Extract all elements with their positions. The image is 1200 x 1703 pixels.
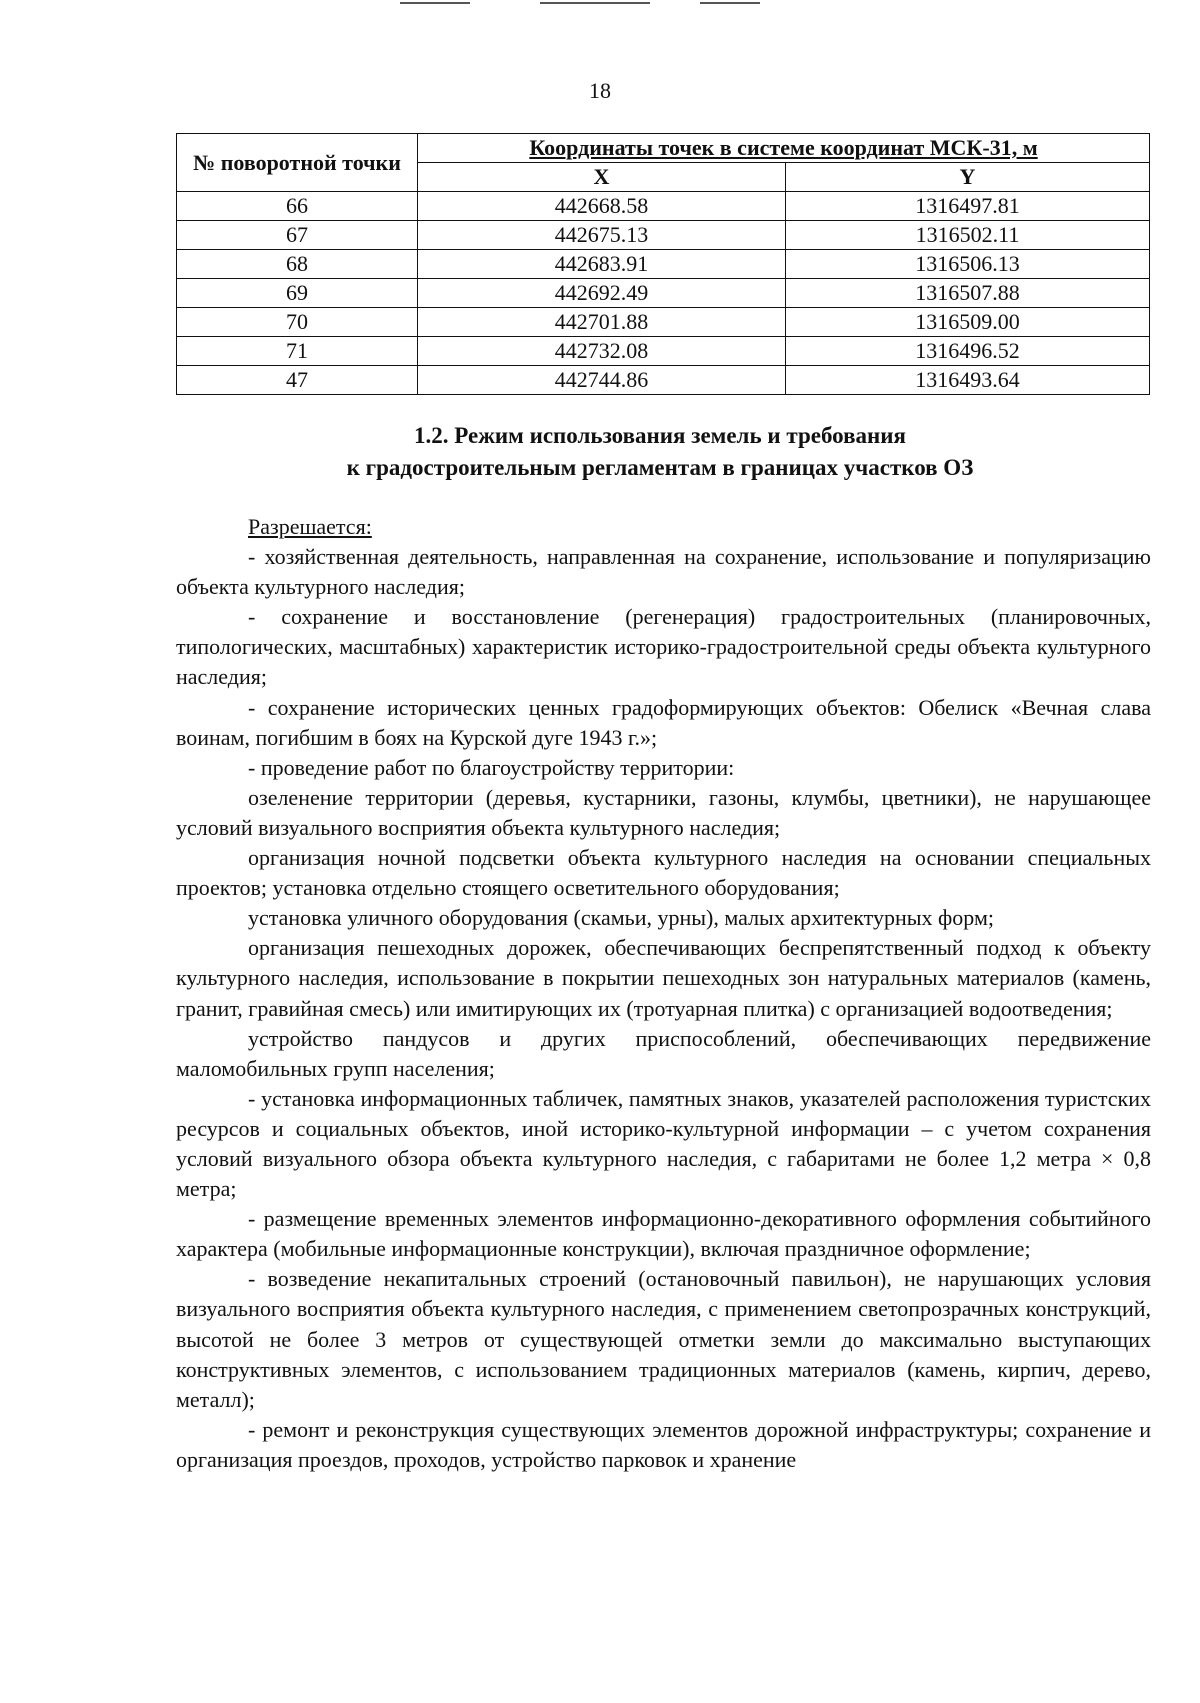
cell-x: 442668.58 — [418, 192, 786, 221]
header-point-number: № поворотной точки — [177, 134, 418, 192]
table-row — [177, 250, 1150, 279]
cell-y: 1316506.13 — [786, 250, 1150, 279]
table-row — [177, 308, 1150, 337]
header-coordinates: Координаты точек в системе координат МСК-31, м — [418, 134, 1150, 163]
header-y: Y — [786, 163, 1150, 192]
paragraph: организация пешеходных дорожек, обеспечивающих беспрепятственный подход к объекту культурного наследия, использование в покрытии пешеходных зон натуральных материалов (камень, гранит, гравийная смесь) или имитирующих их (тротуарная плитка) с организацией водоотведения; — [176, 935, 1151, 1021]
allowed-label: Разрешается: — [248, 514, 372, 539]
paragraph: - размещение временных элементов информационно-декоративного оформления событийного характера (мобильные информационные конструкции), включая праздничное оформление; — [176, 1206, 1151, 1262]
coordinates-table — [176, 133, 1150, 395]
table-row — [177, 221, 1150, 250]
paragraph: организация ночной подсветки объекта культурного наследия на основании специальных проектов; установка отдельно стоящего осветительного оборудования; — [176, 845, 1151, 901]
body-text — [176, 512, 1151, 1475]
paragraph: - хозяйственная деятельность, направленная на сохранение, использование и популяризацию объекта культурного наследия; — [176, 544, 1151, 600]
cell-num: 70 — [177, 308, 418, 337]
table-row — [177, 192, 1150, 221]
cell-num: 69 — [177, 279, 418, 308]
paragraph: установка уличного оборудования (скамьи, урны), малых архитектурных форм; — [248, 905, 994, 931]
cell-x: 442692.49 — [418, 279, 786, 308]
cell-y: 1316509.00 — [786, 308, 1150, 337]
paragraph: устройство пандусов и других приспособлений, обеспечивающих передвижение маломобильных групп населения; — [176, 1025, 1151, 1081]
cell-num: 47 — [177, 366, 418, 395]
page-number: 18 — [589, 78, 611, 103]
paragraph: - ремонт и реконструкция существующих элементов дорожной инфраструктуры; сохранение и организация проездов, проходов, устройство парковок и хранение — [176, 1416, 1151, 1472]
cell-y: 1316502.11 — [786, 221, 1150, 250]
cell-y: 1316493.64 — [786, 366, 1150, 395]
section-title-line-1: 1.2. Режим использования земель и требования — [414, 423, 906, 448]
cell-x: 442675.13 — [418, 221, 786, 250]
paragraph: - установка информационных табличек, памятных знаков, указателей расположения туристских ресурсов и социальных объектов, иной историко-культурной информации – с учетом сохранения условий визуального обзора объекта культурного наследия, с габаритами не более 1,2 метра × 0,8 метра; — [176, 1085, 1151, 1202]
cell-num: 71 — [177, 337, 418, 366]
table-row — [177, 366, 1150, 395]
section-title — [0, 420, 1200, 484]
cell-x: 442732.08 — [418, 337, 786, 366]
paragraph: - возведение некапитальных строений (остановочный павильон), не нарушающих условия визуального восприятия объекта культурного наследия, с применением светопрозрачных конструкций, высотой не более 3 метров от существующей отметки земли до максимально выступающих конструктивных элементов, с использованием традиционных материалов (камень, кирпич, дерево, металл); — [176, 1266, 1151, 1412]
cell-x: 442744.86 — [418, 366, 786, 395]
scan-marks — [400, 0, 820, 6]
cell-num: 66 — [177, 192, 418, 221]
cell-y: 1316507.88 — [786, 279, 1150, 308]
table-row — [177, 279, 1150, 308]
paragraph: озеленение территории (деревья, кустарники, газоны, клумбы, цветники), не нарушающее условий визуального восприятия объекта культурного наследия; — [176, 784, 1151, 840]
paragraph: - сохранение и восстановление (регенерация) градостроительных (планировочных, типологических, масштабных) характеристик историко-градостроительной среды объекта культурного наследия; — [176, 604, 1151, 690]
cell-num: 68 — [177, 250, 418, 279]
cell-y: 1316496.52 — [786, 337, 1150, 366]
section-title-line-2: к градостроительным регламентам в границах участков ОЗ — [346, 455, 974, 480]
table-row — [177, 337, 1150, 366]
cell-x: 442683.91 — [418, 250, 786, 279]
cell-num: 67 — [177, 221, 418, 250]
cell-y: 1316497.81 — [786, 192, 1150, 221]
paragraph: - проведение работ по благоустройству территории: — [248, 754, 735, 780]
cell-x: 442701.88 — [418, 308, 786, 337]
paragraph: - сохранение исторических ценных градоформирующих объектов: Обелиск «Вечная слава воинам, погибшим в боях на Курской дуге 1943 г.»; — [176, 694, 1151, 750]
header-x: X — [418, 163, 786, 192]
